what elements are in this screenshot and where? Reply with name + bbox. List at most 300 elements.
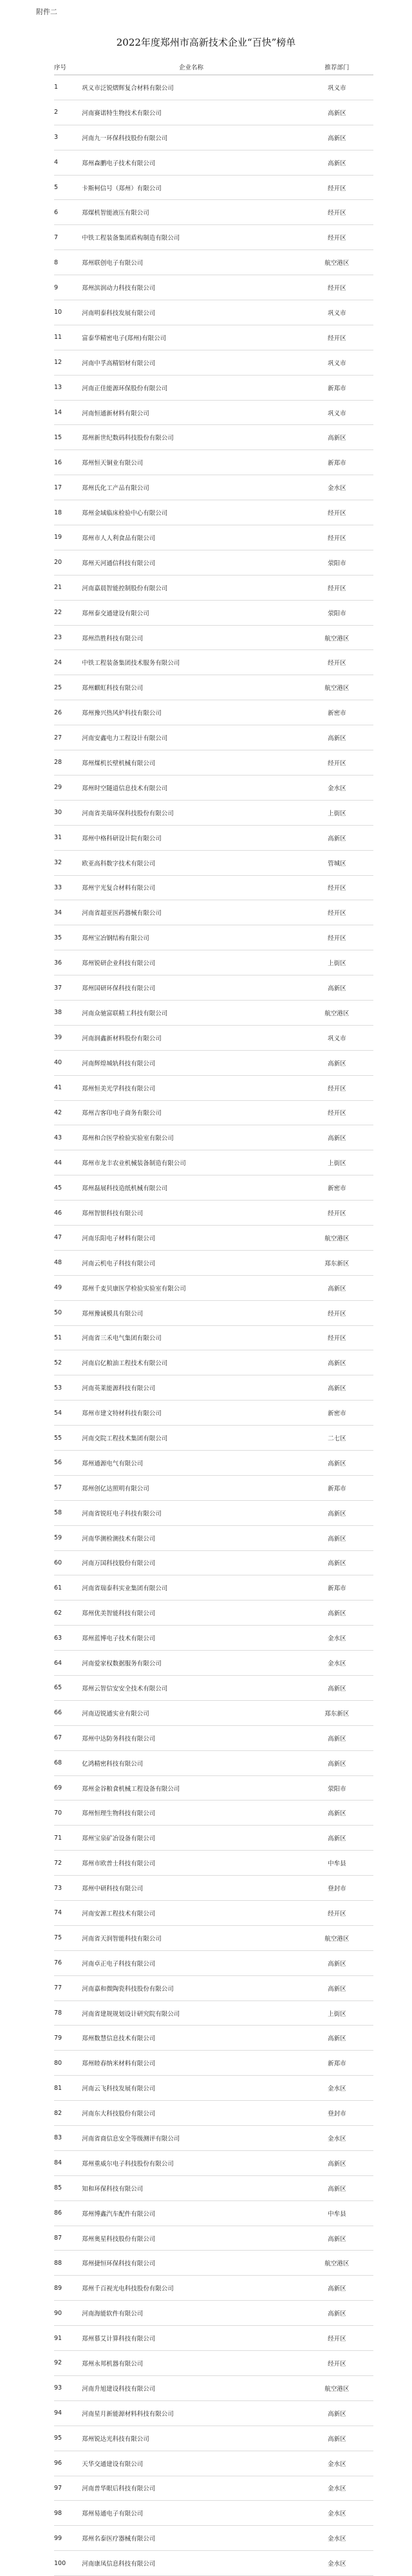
table-row	[54, 2476, 373, 2501]
row-name: 河南乐阳电子材料有限公司	[82, 1225, 301, 1250]
row-no: 14	[54, 400, 82, 425]
enterprise-table	[54, 59, 373, 2576]
row-dept: 巩义市	[301, 75, 373, 100]
row-dept: 上街区	[301, 950, 373, 975]
row-dept: 巩义市	[301, 400, 373, 425]
table-row	[54, 2150, 373, 2175]
table-row	[54, 850, 373, 875]
row-no: 94	[54, 2400, 82, 2426]
row-name: 欧亚高科数字技术有限公司	[82, 850, 301, 875]
row-name: 郑州易通电子有限公司	[82, 2501, 301, 2526]
row-no: 35	[54, 925, 82, 950]
row-name: 郑州滨润动力科技有限公司	[82, 275, 301, 300]
row-name: 河南英莱能源科技有限公司	[82, 1375, 301, 1401]
table-row	[54, 2526, 373, 2551]
row-no: 57	[54, 1475, 82, 1500]
row-dept: 经开区	[301, 1325, 373, 1350]
row-dept: 金水区	[301, 2526, 373, 2551]
row-no: 8	[54, 250, 82, 275]
row-no: 97	[54, 2476, 82, 2501]
table-row	[54, 575, 373, 600]
table-row	[54, 400, 373, 425]
table-row	[54, 1800, 373, 1826]
row-no: 95	[54, 2426, 82, 2451]
row-no: 47	[54, 1225, 82, 1250]
row-name: 郑州和合医学检验实验室有限公司	[82, 1125, 301, 1150]
table-row	[54, 1175, 373, 1201]
row-name: 河南迈锐通实业有限公司	[82, 1700, 301, 1725]
row-no: 87	[54, 2226, 82, 2251]
row-dept: 航空港区	[301, 1000, 373, 1025]
row-dept: 荥阳市	[301, 600, 373, 625]
row-name: 郑州豫诚模具有限公司	[82, 1300, 301, 1325]
table-row	[54, 975, 373, 1001]
row-no: 80	[54, 2051, 82, 2076]
row-dept: 金水区	[301, 2476, 373, 2501]
row-no: 100	[54, 2551, 82, 2576]
row-dept: 金水区	[301, 475, 373, 500]
row-no: 6	[54, 200, 82, 225]
row-no: 55	[54, 1426, 82, 1451]
table-row	[54, 1925, 373, 1950]
row-dept: 经开区	[301, 1901, 373, 1926]
row-dept: 中牟县	[301, 2200, 373, 2226]
row-name: 河南省美瑞环保科技股份有限公司	[82, 800, 301, 825]
row-no: 86	[54, 2200, 82, 2226]
row-dept: 二七区	[301, 1426, 373, 1451]
row-name: 河南云机电子科技有限公司	[82, 1250, 301, 1275]
row-name: 郑州奥星科技股份有限公司	[82, 2226, 301, 2251]
row-dept: 经开区	[301, 925, 373, 950]
row-dept: 登封市	[301, 2101, 373, 2126]
table-row	[54, 875, 373, 900]
row-name: 郑州名泰医疗器械有限公司	[82, 2526, 301, 2551]
row-name: 郑州氏化工产品有限公司	[82, 475, 301, 500]
row-dept: 经开区	[301, 500, 373, 525]
row-no: 32	[54, 850, 82, 875]
row-dept: 高新区	[301, 1500, 373, 1525]
table-row	[54, 2226, 373, 2251]
row-dept: 经开区	[301, 225, 373, 250]
row-name: 河南云飞科技发展有限公司	[82, 2076, 301, 2101]
row-no: 43	[54, 1125, 82, 1150]
row-name: 郑州中格科研设计院有限公司	[82, 825, 301, 850]
row-no: 5	[54, 175, 82, 200]
row-name: 河南九一环保科技股份有限公司	[82, 125, 301, 150]
row-name: 郑州千麦贝康医学检验实验室有限公司	[82, 1275, 301, 1300]
row-dept: 航空港区	[301, 1225, 373, 1250]
row-no: 28	[54, 750, 82, 776]
row-no: 81	[54, 2076, 82, 2101]
row-name: 郑州睦春纳米材料有限公司	[82, 2051, 301, 2076]
table-row	[54, 825, 373, 850]
row-name: 河南赛诺特生物技术有限公司	[82, 100, 301, 125]
table-row	[54, 550, 373, 575]
row-no: 89	[54, 2276, 82, 2301]
row-name: 郑州时空隧道信息技术有限公司	[82, 775, 301, 800]
row-no: 36	[54, 950, 82, 975]
row-dept: 高新区	[301, 425, 373, 450]
row-no: 3	[54, 125, 82, 150]
row-no: 41	[54, 1075, 82, 1100]
row-name: 郑州市建文特材科技有限公司	[82, 1401, 301, 1426]
row-dept: 金水区	[301, 2501, 373, 2526]
row-name: 郑州锐研企业科技有限公司	[82, 950, 301, 975]
row-no: 58	[54, 1500, 82, 1525]
row-dept: 航空港区	[301, 675, 373, 700]
table-row	[54, 1550, 373, 1575]
row-dept: 经开区	[301, 650, 373, 675]
table-row	[54, 200, 373, 225]
table-row	[54, 1426, 373, 1451]
row-no: 74	[54, 1901, 82, 1926]
row-dept: 高新区	[301, 1125, 373, 1150]
row-dept: 金水区	[301, 2126, 373, 2151]
row-no: 23	[54, 625, 82, 650]
row-dept: 高新区	[301, 2301, 373, 2326]
row-no: 48	[54, 1250, 82, 1275]
row-name: 河南嘉晨智能控制股份有限公司	[82, 575, 301, 600]
row-dept: 高新区	[301, 100, 373, 125]
row-name: 郑州永邦机器有限公司	[82, 2351, 301, 2376]
row-dept: 高新区	[301, 1826, 373, 1851]
table-row	[54, 2276, 373, 2301]
table-row	[54, 2175, 373, 2200]
row-name: 中铁工程装备集团盾构制造有限公司	[82, 225, 301, 250]
row-name: 郑州市人人利食品有限公司	[82, 525, 301, 550]
row-no: 49	[54, 1275, 82, 1300]
table-row	[54, 750, 373, 776]
row-no: 93	[54, 2375, 82, 2400]
row-dept: 经开区	[301, 900, 373, 925]
row-no: 73	[54, 1876, 82, 1901]
row-name: 郑州通源电气有限公司	[82, 1450, 301, 1475]
row-dept: 高新区	[301, 1350, 373, 1375]
row-dept: 经开区	[301, 1201, 373, 1226]
row-dept: 高新区	[301, 2400, 373, 2426]
row-dept: 高新区	[301, 1725, 373, 1750]
row-dept: 荥阳市	[301, 1775, 373, 1800]
row-name: 巩义市泛锐熠辉复合材料有限公司	[82, 75, 301, 100]
row-name: 郑州数慧信息技术有限公司	[82, 2026, 301, 2051]
row-no: 16	[54, 450, 82, 475]
table-row	[54, 425, 373, 450]
table-row	[54, 950, 373, 975]
row-name: 郑州宝泉矿冶设备有限公司	[82, 1826, 301, 1851]
row-no: 17	[54, 475, 82, 500]
row-dept: 新郑市	[301, 1475, 373, 1500]
table-row	[54, 1275, 373, 1300]
row-dept: 高新区	[301, 125, 373, 150]
row-dept: 金水区	[301, 1651, 373, 1676]
row-dept: 高新区	[301, 2175, 373, 2200]
row-dept: 航空港区	[301, 1925, 373, 1950]
row-dept: 高新区	[301, 1601, 373, 1626]
row-no: 29	[54, 775, 82, 800]
table-row	[54, 1750, 373, 1775]
table-row	[54, 1575, 373, 1601]
table-row	[54, 1450, 373, 1475]
row-no: 18	[54, 500, 82, 525]
row-no: 42	[54, 1100, 82, 1125]
row-dept: 高新区	[301, 975, 373, 1001]
table-row	[54, 625, 373, 650]
row-no: 54	[54, 1401, 82, 1426]
table-row	[54, 725, 373, 750]
table-row	[54, 1050, 373, 1075]
row-name: 河南东大科技股份有限公司	[82, 2101, 301, 2126]
table-row	[54, 650, 373, 675]
table-row	[54, 1901, 373, 1926]
table-row	[54, 2251, 373, 2276]
row-name: 河南省三禾电气集团有限公司	[82, 1325, 301, 1350]
table-row	[54, 1300, 373, 1325]
row-name: 河南省瑞泰科实业集团有限公司	[82, 1575, 301, 1601]
row-name: 河南恒通新材料有限公司	[82, 400, 301, 425]
table-row	[54, 675, 373, 700]
row-name: 郑州磊展科技造纸机械有限公司	[82, 1175, 301, 1201]
table-row	[54, 2551, 373, 2576]
table-row	[54, 100, 373, 125]
row-no: 59	[54, 1525, 82, 1550]
row-dept: 经开区	[301, 1100, 373, 1125]
row-name: 郑州浩胜科技有限公司	[82, 625, 301, 650]
table-row	[54, 275, 373, 300]
row-name: 知和环保科技有限公司	[82, 2175, 301, 2200]
table-row	[54, 1975, 373, 2000]
table-row	[54, 1700, 373, 1725]
table-row	[54, 250, 373, 275]
row-dept: 登封市	[301, 1876, 373, 1901]
row-no: 85	[54, 2175, 82, 2200]
row-no: 7	[54, 225, 82, 250]
row-dept: 上街区	[301, 800, 373, 825]
row-dept: 高新区	[301, 1550, 373, 1575]
row-no: 52	[54, 1350, 82, 1375]
row-dept: 经开区	[301, 2351, 373, 2376]
row-name: 河南省锐旺电子科技有限公司	[82, 1500, 301, 1525]
row-no: 77	[54, 1975, 82, 2000]
table-row	[54, 2400, 373, 2426]
table-row	[54, 1676, 373, 1701]
row-dept: 巩义市	[301, 300, 373, 325]
row-dept: 新密市	[301, 1175, 373, 1201]
row-name: 河南中孚高精铝材有限公司	[82, 350, 301, 375]
row-name: 郑州重威尔电子科技股份有限公司	[82, 2150, 301, 2175]
row-no: 50	[54, 1300, 82, 1325]
row-no: 53	[54, 1375, 82, 1401]
row-no: 68	[54, 1750, 82, 1775]
table-row	[54, 75, 373, 100]
row-no: 79	[54, 2026, 82, 2051]
table-row	[54, 1950, 373, 1975]
row-name: 河南启亿粮油工程技术有限公司	[82, 1350, 301, 1375]
row-name: 河南省超亚医药器械有限公司	[82, 900, 301, 925]
row-dept: 高新区	[301, 1950, 373, 1975]
table-row	[54, 2101, 373, 2126]
row-name: 河南交院工程技术集团有限公司	[82, 1426, 301, 1451]
table-row	[54, 1725, 373, 1750]
table-row	[54, 2000, 373, 2026]
header-no: 序号	[54, 59, 82, 75]
row-name: 河南省商信息安全等级测评有限公司	[82, 2126, 301, 2151]
row-dept: 高新区	[301, 1525, 373, 1550]
row-dept: 高新区	[301, 2226, 373, 2251]
row-name: 天华交通建设有限公司	[82, 2451, 301, 2476]
row-dept: 管城区	[301, 850, 373, 875]
row-no: 88	[54, 2251, 82, 2276]
row-name: 郑州蓝博电子技术有限公司	[82, 1626, 301, 1651]
row-no: 99	[54, 2526, 82, 2551]
row-name: 河南爱家权数据服务有限公司	[82, 1651, 301, 1676]
table-row	[54, 1250, 373, 1275]
row-name: 河南润鑫新材料股份有限公司	[82, 1025, 301, 1050]
table-row	[54, 450, 373, 475]
row-dept: 新密市	[301, 1401, 373, 1426]
table-row	[54, 475, 373, 500]
row-dept: 经开区	[301, 1075, 373, 1100]
row-name: 河南正佳能源环保股份有限公司	[82, 375, 301, 400]
row-name: 郑州新世纪数码科技股份有限公司	[82, 425, 301, 450]
table-row	[54, 2375, 373, 2400]
table-row	[54, 350, 373, 375]
row-no: 25	[54, 675, 82, 700]
row-name: 河南星月新能源材料科技有限公司	[82, 2400, 301, 2426]
row-name: 河南省建规规划设计研究院有限公司	[82, 2000, 301, 2026]
row-no: 67	[54, 1725, 82, 1750]
row-no: 76	[54, 1950, 82, 1975]
row-no: 30	[54, 800, 82, 825]
row-no: 65	[54, 1676, 82, 1701]
row-no: 91	[54, 2326, 82, 2351]
row-name: 河南升旭建设科技有限公司	[82, 2375, 301, 2400]
row-name: 河南辉煌城轨科技有限公司	[82, 1050, 301, 1075]
row-no: 69	[54, 1775, 82, 1800]
row-name: 河南安鑫电力工程设计有限公司	[82, 725, 301, 750]
row-dept: 经开区	[301, 750, 373, 776]
row-name: 郑州金域临床检验中心有限公司	[82, 500, 301, 525]
table-row	[54, 2200, 373, 2226]
row-dept: 高新区	[301, 1750, 373, 1775]
table-row	[54, 1375, 373, 1401]
row-no: 72	[54, 1851, 82, 1876]
row-no: 11	[54, 325, 82, 350]
row-dept: 高新区	[301, 2150, 373, 2175]
table-row	[54, 150, 373, 175]
row-no: 21	[54, 575, 82, 600]
row-name: 河南省天润智能科技有限公司	[82, 1925, 301, 1950]
row-no: 45	[54, 1175, 82, 1201]
row-no: 20	[54, 550, 82, 575]
row-dept: 经开区	[301, 200, 373, 225]
row-dept: 新郑市	[301, 1575, 373, 1601]
row-dept: 高新区	[301, 150, 373, 175]
page-title: 2022年度郑州市高新技术企业“百快”榜单	[116, 37, 296, 48]
table-row	[54, 500, 373, 525]
row-name: 郑州宝冶钢结构有限公司	[82, 925, 301, 950]
row-dept: 金水区	[301, 1626, 373, 1651]
table-row	[54, 1125, 373, 1150]
table-row	[54, 2026, 373, 2051]
row-name: 郑州泰交通建设有限公司	[82, 600, 301, 625]
row-no: 27	[54, 725, 82, 750]
table-row	[54, 125, 373, 150]
row-no: 98	[54, 2501, 82, 2526]
row-name: 亿鸿精密科技有限公司	[82, 1750, 301, 1775]
row-name: 卡斯柯信号（郑州）有限公司	[82, 175, 301, 200]
row-dept: 经开区	[301, 175, 373, 200]
table-row	[54, 2501, 373, 2526]
row-name: 郑州联创电子有限公司	[82, 250, 301, 275]
table-row	[54, 700, 373, 725]
row-no: 64	[54, 1651, 82, 1676]
table-row	[54, 1150, 373, 1175]
row-name: 郑州博鑫汽车配件有限公司	[82, 2200, 301, 2226]
row-no: 44	[54, 1150, 82, 1175]
row-no: 92	[54, 2351, 82, 2376]
table-row	[54, 2301, 373, 2326]
row-no: 9	[54, 275, 82, 300]
row-dept: 航空港区	[301, 2251, 373, 2276]
row-no: 96	[54, 2451, 82, 2476]
row-name: 郑州慕艾计算科技有限公司	[82, 2326, 301, 2351]
row-no: 22	[54, 600, 82, 625]
table-row	[54, 2351, 373, 2376]
table-row	[54, 2076, 373, 2101]
row-no: 38	[54, 1000, 82, 1025]
row-no: 37	[54, 975, 82, 1001]
table-row	[54, 1475, 373, 1500]
row-no: 75	[54, 1925, 82, 1950]
row-name: 郑州森鹏电子技术有限公司	[82, 150, 301, 175]
table-row	[54, 1775, 373, 1800]
table-row	[54, 1500, 373, 1525]
row-no: 90	[54, 2301, 82, 2326]
row-dept: 新密市	[301, 700, 373, 725]
row-name: 河南卓正电子科技有限公司	[82, 1950, 301, 1975]
row-dept: 中牟县	[301, 1851, 373, 1876]
table-row	[54, 2326, 373, 2351]
row-dept: 巩义市	[301, 350, 373, 375]
table-row	[54, 775, 373, 800]
row-name: 富泰华精密电子(郑州)有限公司	[82, 325, 301, 350]
table-row	[54, 1000, 373, 1025]
row-name: 郑州智银科技有限公司	[82, 1201, 301, 1226]
row-name: 郑州恒理生物科技有限公司	[82, 1800, 301, 1826]
row-no: 39	[54, 1025, 82, 1050]
table-row	[54, 1401, 373, 1426]
table-row	[54, 1225, 373, 1250]
row-no: 33	[54, 875, 82, 900]
row-no: 13	[54, 375, 82, 400]
row-no: 2	[54, 100, 82, 125]
table-row	[54, 375, 373, 400]
row-dept: 经开区	[301, 325, 373, 350]
row-dept: 上街区	[301, 2000, 373, 2026]
row-no: 83	[54, 2126, 82, 2151]
row-name: 郑州中达防务科技有限公司	[82, 1725, 301, 1750]
row-no: 51	[54, 1325, 82, 1350]
row-name: 中铁工程装备集团技术服务有限公司	[82, 650, 301, 675]
table-row	[54, 1201, 373, 1226]
table-row	[54, 1651, 373, 1676]
row-name: 郑州市欧普士科技有限公司	[82, 1851, 301, 1876]
row-no: 84	[54, 2150, 82, 2175]
row-dept: 航空港区	[301, 625, 373, 650]
row-name: 郑州市龙丰农业机械装备制造有限公司	[82, 1150, 301, 1175]
row-no: 78	[54, 2000, 82, 2026]
table-row	[54, 2451, 373, 2476]
